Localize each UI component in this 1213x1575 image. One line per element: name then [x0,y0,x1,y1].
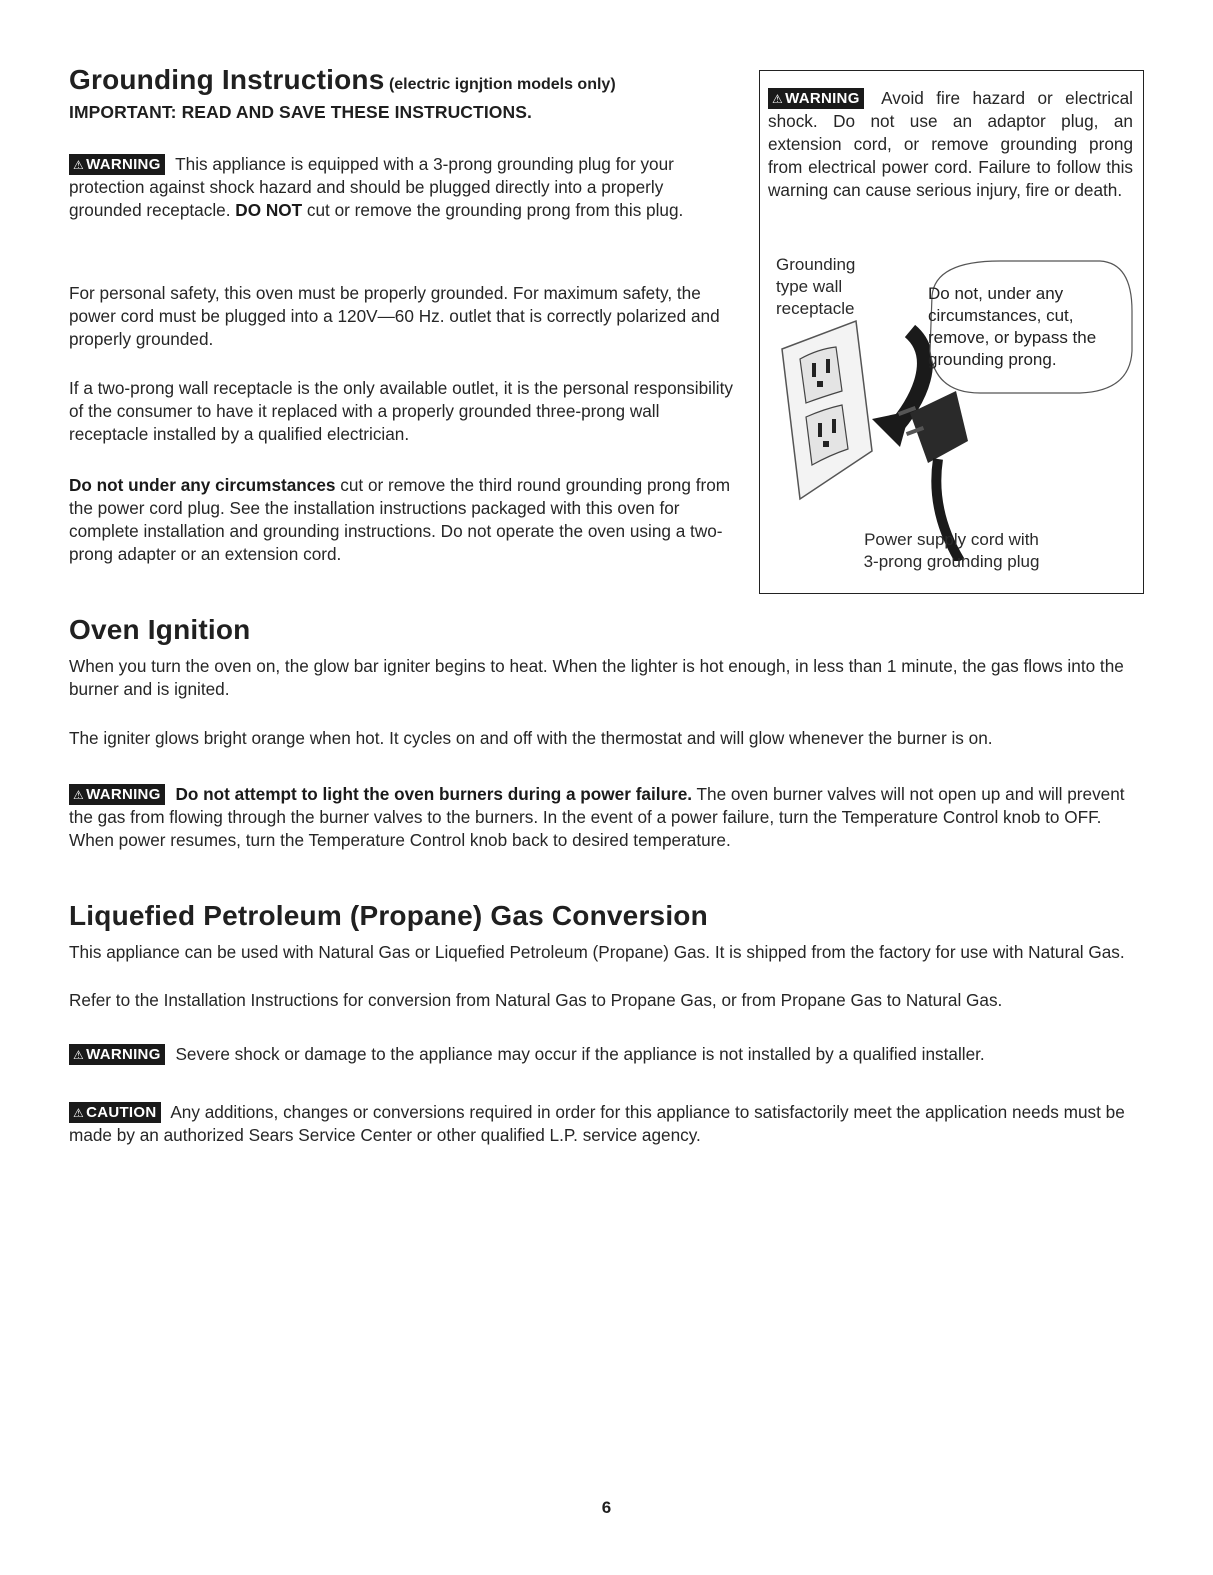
grounding-paragraph-3: If a two-prong wall receptacle is the only available outlet, it is the personal responsibility of the consumer to have it replaced with a properly grounded three-prong wall receptacle installed by a qualified electrician. [69,378,733,444]
warning-triangle-icon: ⚠ [772,92,784,106]
grounding-paragraph-1: ⚠ WARNING This appliance is equipped with a 3-prong grounding plug for your protection against shock hazard and should be plugged directly into a properly grounded receptacle. DO NOT cut or remove the grounding prong from this plug. [69,154,684,220]
lp-conversion-title: Liquefied Petroleum (Propane) Gas Conversion [69,900,708,931]
important-notice: IMPORTANT: READ AND SAVE THESE INSTRUCTIONS. [69,102,532,122]
warning-triangle-icon: ⚠ [73,1048,85,1062]
caution-badge: ⚠ CAUTION [69,1102,161,1123]
oven-ignition-title: Oven Ignition [69,614,251,645]
wall-receptacle-icon [782,321,872,499]
oven-ignition-warning: ⚠ WARNING Do not attempt to light the oven burners during a power failure. The oven burner valves will not open up and will prevent the gas from flowing through the burner valves to the burners. In the event of a power failure, turn the Temperature Control knob to OFF. When power resumes, turn the Temperature Control knob back to desired temperature. [69,784,1125,850]
warning-triangle-icon: ⚠ [73,158,85,172]
page-number: 6 [601,1498,612,1517]
warning-badge: ⚠ WARNING [69,784,165,805]
lp-conversion-warning: ⚠ WARNING Severe shock or damage to the appliance may occur if the appliance is not installed by a qualified installer. [69,1043,1144,1066]
warning-badge: ⚠ WARNING [69,154,165,175]
grounding-paragraph-4: Do not under any circumstances cut or remove the third round grounding prong from the power cord plug. See the installation instructions packaged with this oven for complete installation and grounding instructions. Do not operate the oven using a two-prong adapter or an extension cord. [69,475,731,564]
grounding-title-sub: (electric ignjtion models only) [388,76,616,93]
warning-sidebox [759,70,1144,594]
warning-triangle-icon: ⚠ [73,1106,85,1120]
grounding-callout: Do not, under any circumstances, cut, remove, or bypass the grounding prong. [928,284,1097,369]
sidebox-warning: ⚠ WARNING Avoid fire hazard or electrical shock. Do not use an adaptor plug, an extension cord, or remove grounding prong from electrical power cord. Failure to follow this warning can cause serious injury, fire or death. [768,88,1133,200]
warning-triangle-icon: ⚠ [73,788,85,802]
lp-conversion-paragraph-1: This appliance can be used with Natural Gas or Liquefied Petroleum (Propane) Gas. It is shipped from the factory for use with Natural Gas. [69,942,1125,962]
grounding-heading [69,64,759,96]
warning-badge: ⚠ WARNING [768,88,864,109]
lp-conversion-paragraph-2: Refer to the Installation Instructions for conversion from Natural Gas to Propane Gas, or from Propane Gas to Natural Gas. [69,990,1003,1010]
oven-ignition-paragraph-2: The igniter glows bright orange when hot. It cycles on and off with the thermostat and will glow whenever the burner is on. [69,728,993,748]
receptacle-label: Grounding type wall receptacle [776,255,856,318]
oven-ignition-paragraph-1: When you turn the oven on, the glow bar igniter begins to heat. When the lighter is hot enough, in less than 1 minute, the gas flows into the burner and is ignited. [69,656,1124,699]
grounding-paragraph-2: For personal safety, this oven must be properly grounded. For maximum safety, the power cord must be plugged into a 120V—60 Hz. outlet that is correctly polarized and properly grounded. [69,283,720,349]
cord-caption: Power supply cord with 3-prong grounding plug [863,530,1040,571]
warning-badge: ⚠ WARNING [69,1044,165,1065]
grounding-title: Grounding Instructions [69,64,385,95]
lp-conversion-caution: ⚠ CAUTION Any additions, changes or conversions required in order for this appliance to satisfactorily meet the application needs must be made by an authorized Sears Service Center or other qualified L.P. service agency. [69,1102,1125,1145]
